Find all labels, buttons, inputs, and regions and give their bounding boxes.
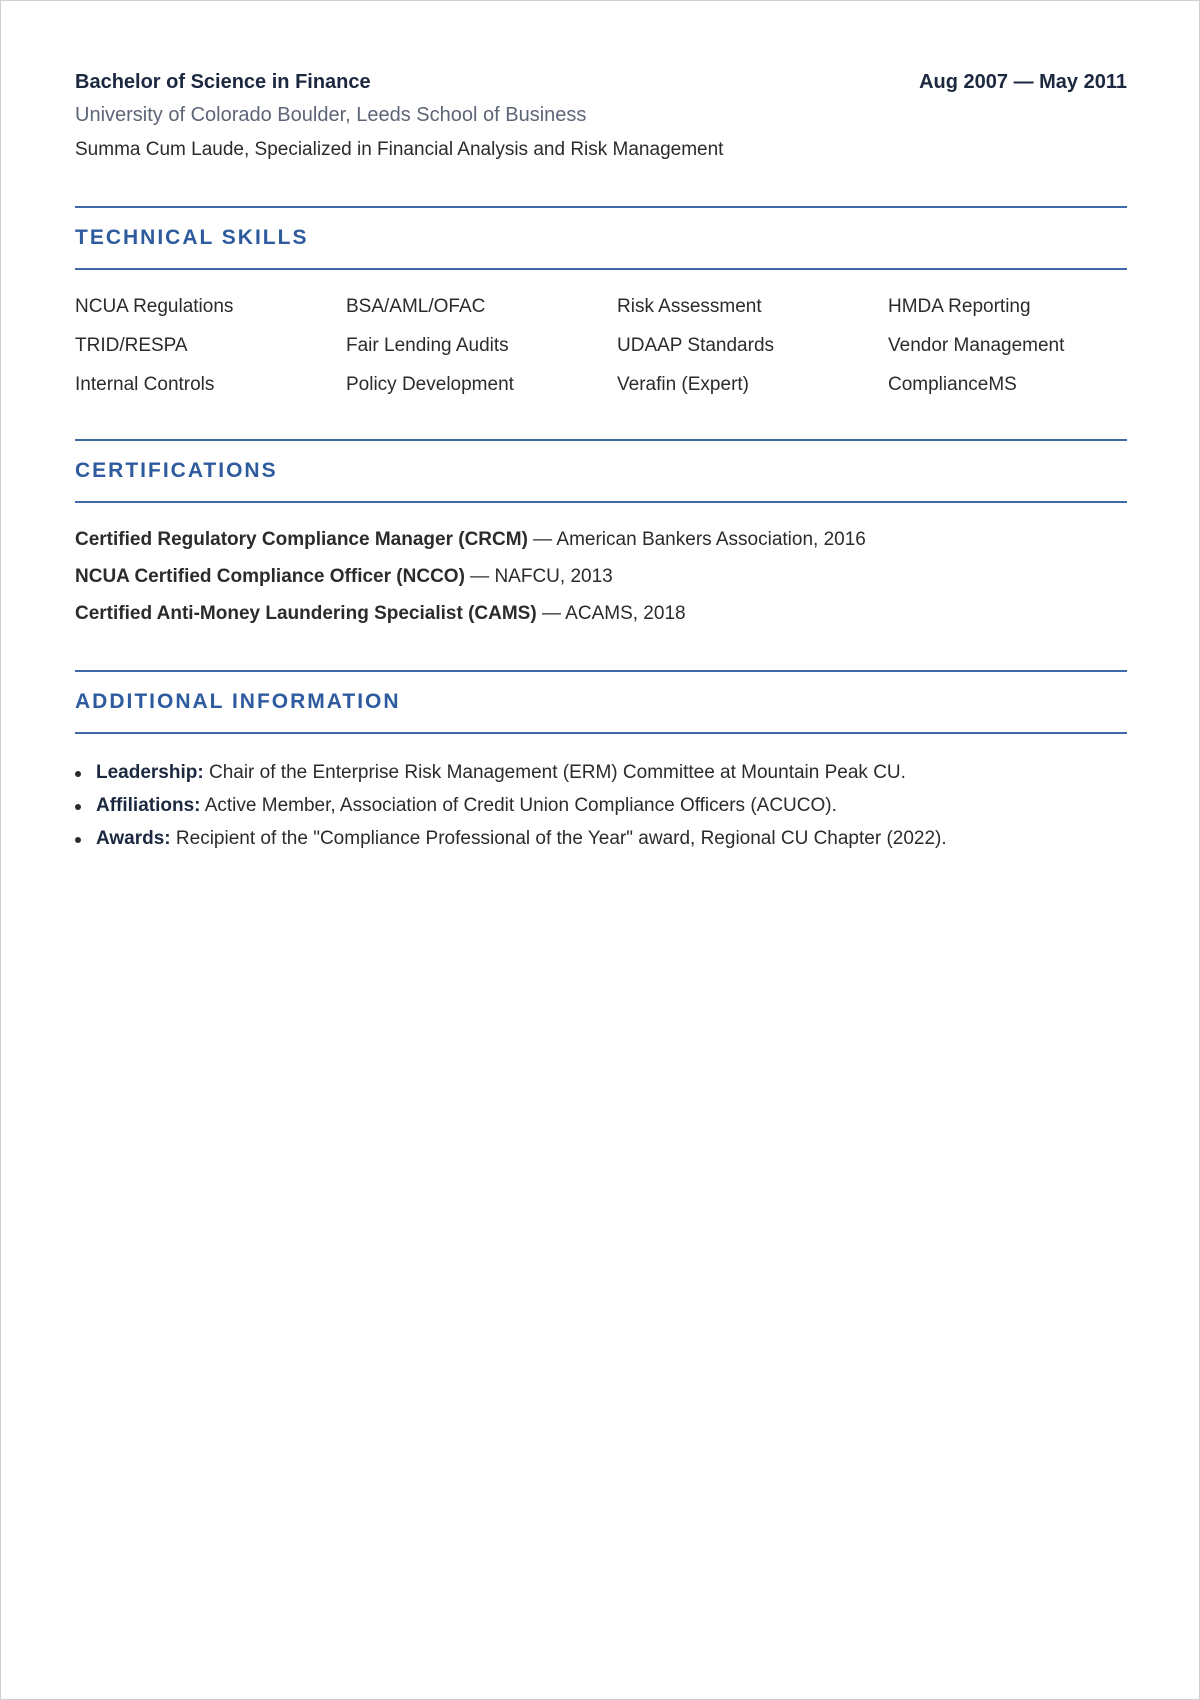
degree-title: Bachelor of Science in Finance <box>75 71 371 93</box>
certification-name: Certified Regulatory Compliance Manager (CRCM) <box>75 529 528 550</box>
certification-list <box>75 528 1127 626</box>
education-header <box>75 71 1127 95</box>
skills-grid <box>75 295 1127 397</box>
skill-item: Verafin (Expert) <box>617 374 749 395</box>
certification-item <box>75 528 1127 552</box>
resume-content <box>75 71 1127 860</box>
skills-section <box>75 206 1127 397</box>
skill-item: HMDA Reporting <box>888 296 1031 317</box>
info-label: Leadership: <box>96 762 204 783</box>
bullet-icon <box>75 771 81 777</box>
skill-item: ComplianceMS <box>888 374 1017 395</box>
certification-detail: — ACAMS, 2018 <box>536 603 686 624</box>
info-text: Active Member, Association of Credit Union Compliance Officers (ACUCO). <box>200 795 837 816</box>
info-text: Recipient of the "Compliance Professional of the Year" award, Regional CU Chapter (2022). <box>170 828 947 849</box>
skill-item: Risk Assessment <box>617 296 762 317</box>
education-dates: Aug 2007 — May 2011 <box>919 71 1127 93</box>
bullet-icon <box>75 837 81 843</box>
section-title-additional: ADDITIONAL INFORMATION <box>75 690 401 713</box>
section-title-certifications: CERTIFICATIONS <box>75 459 278 482</box>
skill-item: TRID/RESPA <box>75 335 188 356</box>
info-label: Affiliations: <box>96 795 201 816</box>
list-item <box>75 794 1127 818</box>
skill-item: UDAAP Standards <box>617 335 775 356</box>
info-label: Awards: <box>96 828 171 849</box>
certifications-section <box>75 439 1127 626</box>
certification-detail: — NAFCU, 2013 <box>464 566 613 587</box>
certification-detail: — American Bankers Association, 2016 <box>527 529 866 550</box>
certification-name: Certified Anti-Money Laundering Specialist (CAMS) <box>75 603 537 624</box>
skill-item: Fair Lending Audits <box>346 335 509 356</box>
section-title-skills: TECHNICAL SKILLS <box>75 226 309 249</box>
additional-info-section <box>75 670 1127 851</box>
section-divider <box>75 732 1127 734</box>
info-text: Chair of the Enterprise Risk Management (ERM) Committee at Mountain Peak CU. <box>203 762 906 783</box>
certification-name: NCUA Certified Compliance Officer (NCCO) <box>75 566 465 587</box>
additional-info-list <box>75 761 1127 851</box>
education-honors: Summa Cum Laude, Specialized in Financial Analysis and Risk Management <box>75 139 724 160</box>
education-entry <box>75 71 1127 162</box>
bullet-icon <box>75 804 81 810</box>
skill-item: Vendor Management <box>888 335 1065 356</box>
list-item <box>75 827 1127 851</box>
certification-item <box>75 602 1127 626</box>
section-divider <box>75 501 1127 503</box>
section-divider <box>75 268 1127 270</box>
list-item <box>75 761 1127 785</box>
skill-item: Internal Controls <box>75 374 215 395</box>
skill-item: NCUA Regulations <box>75 296 234 317</box>
certification-item <box>75 565 1127 589</box>
skill-item: BSA/AML/OFAC <box>346 296 486 317</box>
school-name: University of Colorado Boulder, Leeds School of Business <box>75 104 587 126</box>
skill-item: Policy Development <box>346 374 514 395</box>
